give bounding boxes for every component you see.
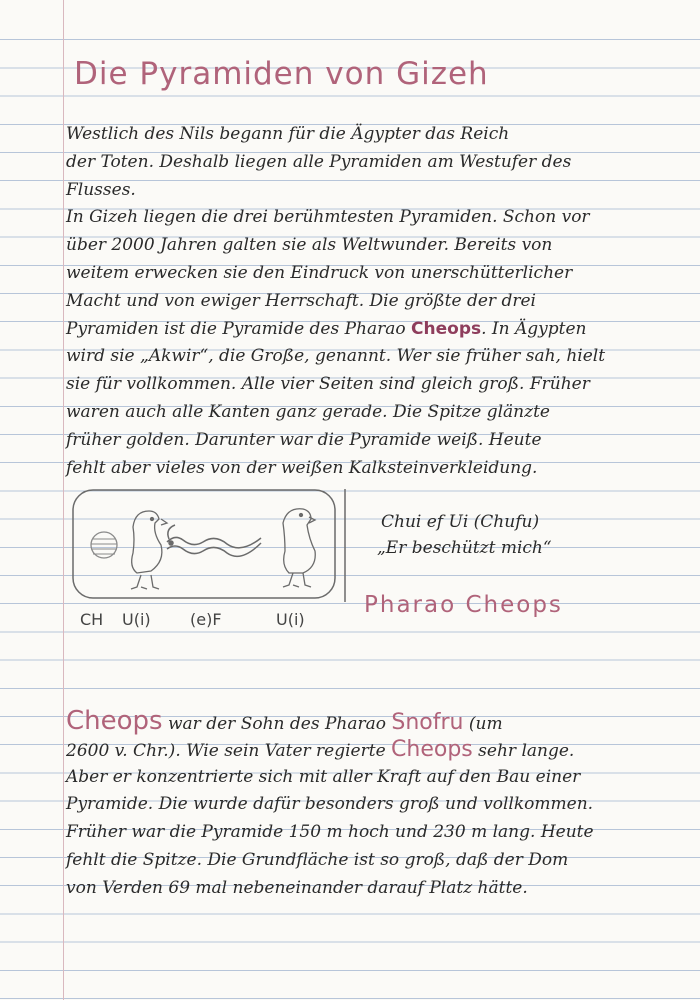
text-segment: (um bbox=[463, 714, 503, 734]
text-line: Westlich des Nils begann für die Ägypter das Reich bbox=[66, 124, 510, 144]
paragraph-2 bbox=[66, 708, 594, 903]
cartouche-caption bbox=[80, 610, 350, 638]
snofru-highlight: Snofru bbox=[391, 710, 464, 735]
label-ef: (e)F bbox=[190, 610, 222, 629]
text-segment: 2600 v. Chr.). Wie sein Vater regierte bbox=[66, 740, 392, 761]
label-ch: CH bbox=[80, 610, 104, 629]
text-line: früher golden. Darunter war die Pyramide weiß. Heute bbox=[66, 429, 542, 450]
name-meaning: „Er beschützt mich“ bbox=[377, 538, 552, 558]
text-segment: . In Ägypten bbox=[481, 318, 587, 339]
text-line: weitem erwecken sie den Eindruck von unerschütterlicher bbox=[66, 262, 573, 283]
text-line: Macht und von ewiger Herrschaft. Die größte der drei bbox=[66, 290, 536, 311]
pharao-cheops-label: Pharao Cheops bbox=[364, 592, 563, 618]
text-segment: Pyramiden ist die Pyramide des Pharao bbox=[66, 318, 412, 339]
text-line: fehlt die Spitze. Die Grundfläche ist so groß, daß der Dom bbox=[66, 849, 569, 870]
label-ui: U(i) bbox=[122, 610, 151, 629]
cheops-name-hieroglyphic: Chui ef Ui (Chufu) bbox=[381, 512, 540, 532]
page-title: Die Pyramiden von Gizeh bbox=[74, 56, 489, 92]
text-line: von Verden 69 mal nebeneinander darauf Platz hätte. bbox=[66, 877, 528, 898]
ball-icon bbox=[91, 532, 117, 558]
text-line bbox=[66, 736, 594, 764]
text-line: In Gizeh liegen die drei berühmtesten Pyramiden. Schon vor bbox=[66, 207, 590, 228]
text-line: Früher war die Pyramide 150 m hoch und 230 m lang. Heute bbox=[66, 822, 594, 843]
quail-chick-icon bbox=[283, 509, 315, 587]
text-line bbox=[66, 708, 594, 736]
text-line: Aber er konzentrierte sich mit aller Kraft auf den Bau einer bbox=[66, 766, 581, 787]
paragraph-1 bbox=[66, 121, 605, 482]
text-line: sie für vollkommen. Alle vier Seiten sind gleich groß. Früher bbox=[66, 374, 590, 395]
text-line bbox=[66, 316, 605, 344]
text-line: Pyramide. Die wurde dafür besonders groß und vollkommen. bbox=[66, 794, 594, 815]
text-line: Flusses. bbox=[66, 179, 136, 200]
margin-line bbox=[63, 0, 64, 1000]
text-segment: war der Sohn des Pharao bbox=[162, 714, 392, 734]
horned-viper-icon bbox=[167, 525, 261, 556]
text-segment: sehr lange. bbox=[472, 740, 575, 761]
text-line: über 2000 Jahren galten sie als Weltwunder. Bereits von bbox=[66, 235, 553, 256]
text-line: wird sie „Akwir“, die Große, genannt. Wer sie früher sah, hielt bbox=[66, 346, 606, 367]
text-line: der Toten. Deshalb liegen alle Pyramiden am Westufer des bbox=[66, 151, 572, 172]
cheops-highlight: Cheops bbox=[391, 736, 473, 762]
quail-chick-icon bbox=[131, 511, 167, 589]
text-line: waren auch alle Kanten ganz gerade. Die Spitze glänzte bbox=[66, 401, 550, 422]
text-line: fehlt aber vieles von der weißen Kalksteinverkleidung. bbox=[66, 457, 538, 478]
cheops-highlight: Cheops bbox=[411, 318, 482, 339]
cartouche-drawing bbox=[71, 487, 347, 604]
cheops-highlight: Cheops bbox=[66, 706, 163, 736]
label-ui: U(i) bbox=[276, 610, 305, 629]
